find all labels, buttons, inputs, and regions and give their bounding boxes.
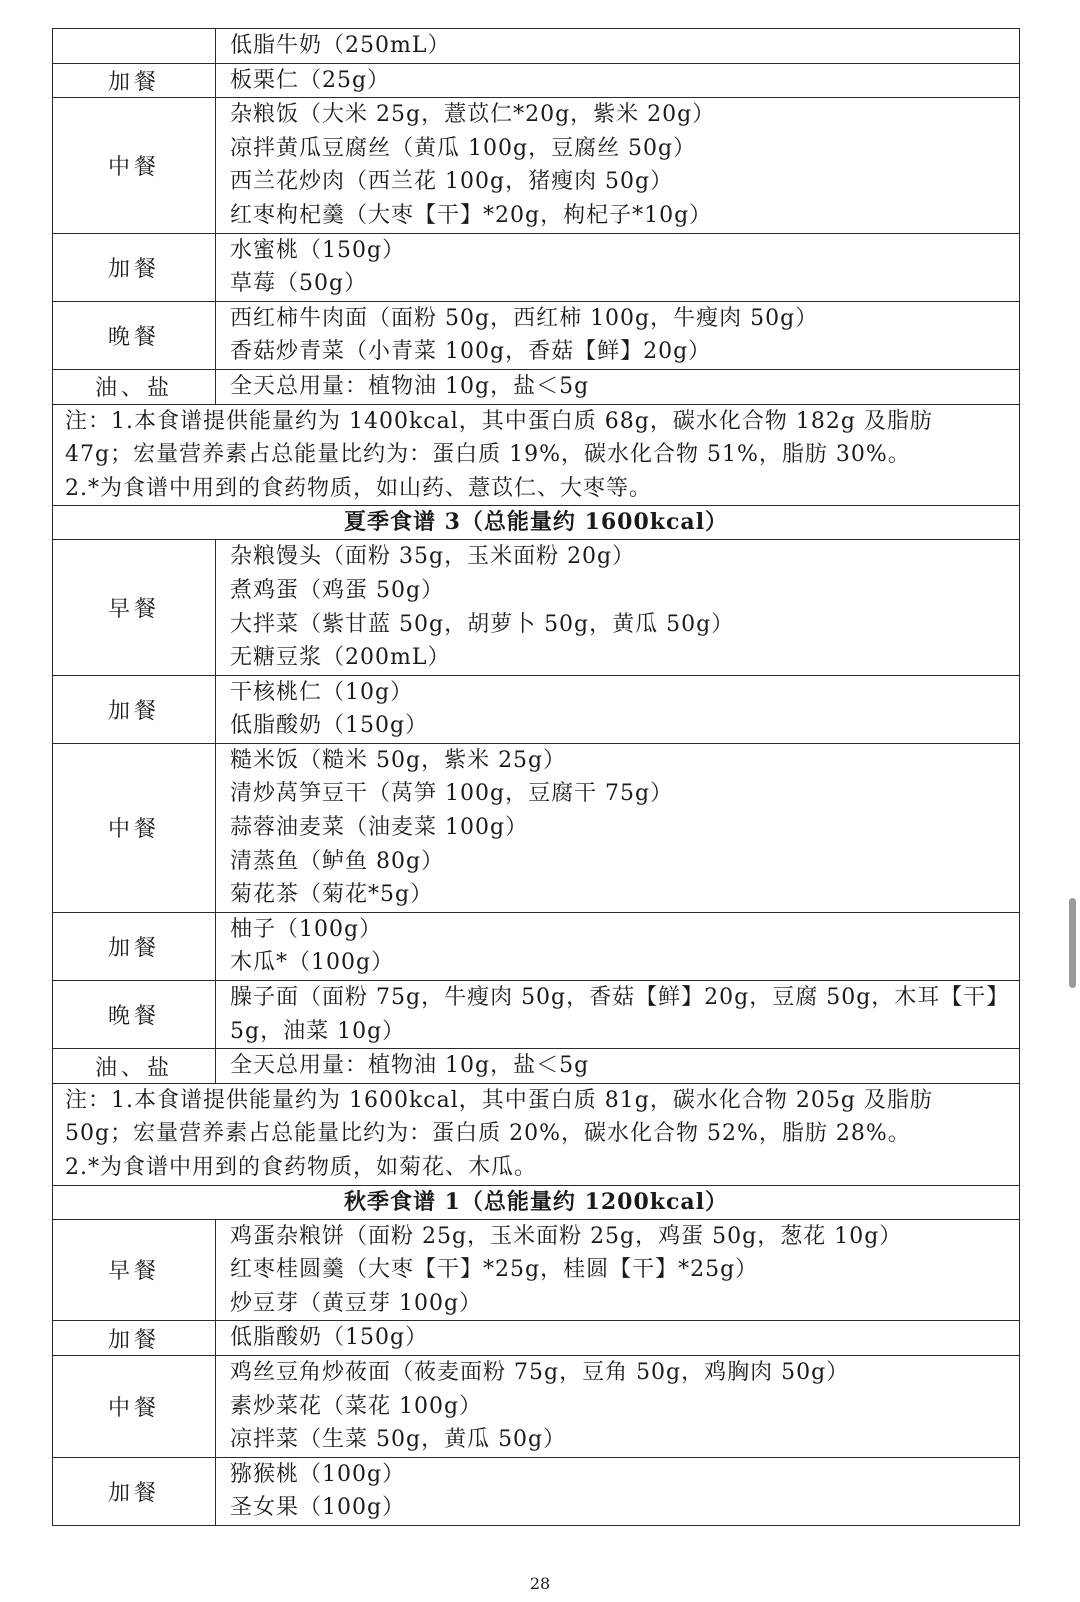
meal-name-cell: 早餐 <box>53 540 216 675</box>
food-item: 草莓（50g） <box>230 271 368 297</box>
meal-row <box>53 301 1020 369</box>
meal-items-cell <box>216 743 1020 912</box>
food-item: 香菇炒青菜（小青菜 100g，香菇【鲜】20g） <box>230 339 712 365</box>
meal-items-cell <box>216 233 1020 301</box>
menu-table-body <box>53 29 1020 1526</box>
meal-row <box>53 29 1020 64</box>
meal-name-cell: 晚餐 <box>53 981 216 1049</box>
meal-name-cell: 中餐 <box>53 98 216 233</box>
meal-items-cell <box>216 63 1020 98</box>
meal-name-cell: 加餐 <box>53 63 216 98</box>
food-item: 低脂牛奶（250mL） <box>230 33 451 58</box>
meal-name-cell: 加餐 <box>53 1457 216 1525</box>
meal-row <box>53 540 1020 675</box>
meal-items-cell <box>216 1321 1020 1356</box>
food-item: 木瓜*（100g） <box>230 950 395 976</box>
food-item: 红枣枸杞羹（大枣【干】*20g，枸杞子*10g） <box>230 202 713 228</box>
food-item: 柚子（100g） <box>230 916 383 942</box>
meal-row <box>53 1219 1020 1321</box>
note-line: 注：1.本食谱提供能量约为 1400kcal，其中蛋白质 68g，碳水化合物 182g 及脂肪 <box>65 408 933 434</box>
meal-row <box>53 1457 1020 1525</box>
diet-menu-table <box>52 28 1020 1526</box>
note-line: 47g；宏量营养素占总能量比约为：蛋白质 19%，碳水化合物 51%，脂肪 30%。 <box>65 442 911 468</box>
meal-name-cell: 早餐 <box>53 1219 216 1321</box>
meal-name-cell: 油、盐 <box>53 1049 216 1084</box>
meal-items-cell <box>216 369 1020 404</box>
food-item: 凉拌黄瓜豆腐丝（黄瓜 100g，豆腐丝 50g） <box>230 135 697 161</box>
food-item: 臊子面（面粉 75g，牛瘦肉 50g，香菇【鲜】20g，豆腐 50g，木耳【干】5g，油菜 10g） <box>230 985 1010 1044</box>
food-item: 西兰花炒肉（西兰花 100g，猪瘦肉 50g） <box>230 169 674 195</box>
food-item: 杂粮饭（大米 25g，薏苡仁*20g，紫米 20g） <box>230 102 716 128</box>
food-item: 猕猴桃（100g） <box>230 1461 406 1487</box>
section-heading: 秋季食谱 1（总能量约 1200kcal） <box>53 1185 1020 1219</box>
meal-row <box>53 233 1020 301</box>
page-number: 28 <box>529 1574 551 1593</box>
meal-row <box>53 1049 1020 1084</box>
meal-items-cell <box>216 1457 1020 1525</box>
food-item: 西红柿牛肉面（面粉 50g，西红柿 100g，牛瘦肉 50g） <box>230 305 819 331</box>
meal-row <box>53 912 1020 980</box>
note-row <box>53 1083 1020 1185</box>
food-item: 凉拌菜（生菜 50g，黄瓜 50g） <box>230 1427 567 1453</box>
section-heading: 夏季食谱 3（总能量约 1600kcal） <box>53 506 1020 540</box>
note-row <box>53 404 1020 506</box>
meal-items-cell <box>216 540 1020 675</box>
note-line: 2.*为食谱中用到的食药物质，如菊花、木瓜。 <box>65 1155 537 1180</box>
meal-items-cell <box>216 1219 1020 1321</box>
note-cell <box>53 404 1020 506</box>
note-line: 50g；宏量营养素占总能量比约为：蛋白质 20%，碳水化合物 52%，脂肪 28%。 <box>65 1121 911 1147</box>
meal-items-cell <box>216 98 1020 233</box>
meal-row <box>53 1321 1020 1356</box>
meal-items-cell <box>216 1355 1020 1457</box>
food-item: 低脂酸奶（150g） <box>230 713 429 739</box>
meal-items-cell <box>216 29 1020 64</box>
meal-name-cell: 加餐 <box>53 912 216 980</box>
meal-row <box>53 63 1020 98</box>
meal-row <box>53 981 1020 1049</box>
food-item: 清蒸鱼（鲈鱼 80g） <box>230 848 445 874</box>
meal-items-cell <box>216 675 1020 743</box>
food-item: 全天总用量：植物油 10g，盐＜5g <box>230 373 590 399</box>
meal-name-cell: 中餐 <box>53 1355 216 1457</box>
food-item: 杂粮馒头（面粉 35g，玉米面粉 20g） <box>230 544 636 570</box>
meal-name-cell: 油、盐 <box>53 369 216 404</box>
note-line: 2.*为食谱中用到的食药物质，如山药、薏苡仁、大枣等。 <box>65 475 652 501</box>
meal-name-cell: 晚餐 <box>53 301 216 369</box>
food-item: 全天总用量：植物油 10g，盐＜5g <box>230 1053 590 1079</box>
meal-items-cell <box>216 912 1020 980</box>
meal-name-cell: 中餐 <box>53 743 216 912</box>
meal-row <box>53 743 1020 912</box>
food-item: 干核桃仁（10g） <box>230 679 414 705</box>
note-line: 注：1.本食谱提供能量约为 1600kcal，其中蛋白质 81g，碳水化合物 205g 及脂肪 <box>65 1087 933 1113</box>
section-heading-row <box>53 506 1020 540</box>
meal-name-cell <box>53 29 216 64</box>
meal-row <box>53 675 1020 743</box>
food-item: 清炒莴笋豆干（莴笋 100g，豆腐干 75g） <box>230 781 674 807</box>
food-item: 大拌菜（紫甘蓝 50g，胡萝卜 50g，黄瓜 50g） <box>230 611 735 637</box>
meal-items-cell <box>216 981 1020 1049</box>
food-item: 无糖豆浆（200mL） <box>230 645 451 671</box>
scrollbar-thumb[interactable] <box>1069 898 1076 988</box>
food-item: 蒜蓉油麦菜（油麦菜 100g） <box>230 815 529 841</box>
meal-name-cell: 加餐 <box>53 675 216 743</box>
food-item: 煮鸡蛋（鸡蛋 50g） <box>230 577 445 603</box>
meal-row <box>53 98 1020 233</box>
food-item: 圣女果（100g） <box>230 1495 406 1521</box>
food-item: 低脂酸奶（150g） <box>230 1325 429 1351</box>
meal-items-cell <box>216 301 1020 369</box>
meal-items-cell <box>216 1049 1020 1084</box>
meal-name-cell: 加餐 <box>53 1321 216 1356</box>
food-item: 鸡丝豆角炒莜面（莜麦面粉 75g，豆角 50g，鸡胸肉 50g） <box>230 1359 850 1385</box>
note-cell <box>53 1083 1020 1185</box>
food-item: 板栗仁（25g） <box>230 67 391 93</box>
meal-row <box>53 369 1020 404</box>
meal-row <box>53 1355 1020 1457</box>
section-heading-row <box>53 1185 1020 1219</box>
food-item: 糙米饭（糙米 50g，紫米 25g） <box>230 747 567 773</box>
food-item: 素炒菜花（菜花 100g） <box>230 1393 483 1419</box>
food-item: 水蜜桃（150g） <box>230 237 406 263</box>
meal-name-cell: 加餐 <box>53 233 216 301</box>
food-item: 炒豆芽（黄豆芽 100g） <box>230 1290 483 1316</box>
food-item: 红枣桂圆羹（大枣【干】*25g，桂圆【干】*25g） <box>230 1257 759 1283</box>
food-item: 鸡蛋杂粮饼（面粉 25g，玉米面粉 25g，鸡蛋 50g，葱花 10g） <box>230 1223 903 1249</box>
food-item: 菊花茶（菊花*5g） <box>230 882 434 908</box>
